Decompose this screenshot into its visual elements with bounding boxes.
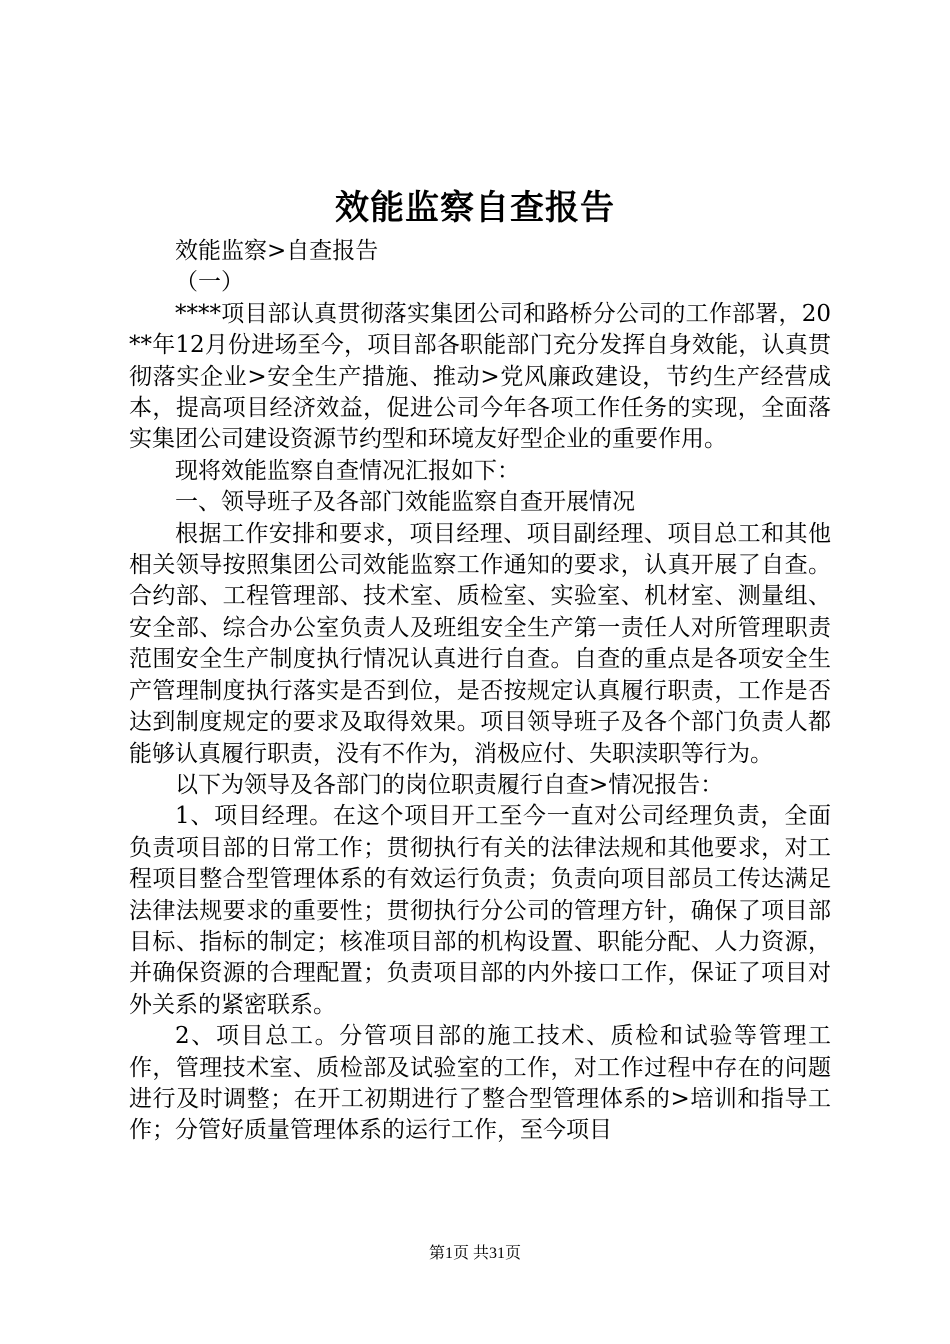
page-footer: 第1页 共31页 [428,1245,521,1262]
paragraph-duty-lead: 以下为领导及各部门的岗位职责履行自查>情况报告： [175,771,724,798]
document-title: 效能监察自查报告 [335,188,615,228]
paragraph-self-check: 根据工作安排和要求，项目经理、项目副经理、项目总工和其他相关领导按照集团公司效能监察工作通知的要求，认真开展了自查。合约部、工程管理部、技术室、质检室、实验室、机材室、测量组、安全部、综合办公室负责人及班组安全生产第一责任人对所管理职责范围安全生产制度执行情况认真进行自查。自查的重点是各项安全生产管理制度执行落实是否到位，是否按规定认真履行职责，工作是否达到制度规定的要求及取得效果。项目领导班子及各个部门负责人都能够认真履行职责，没有不作为，消极应付、失职渎职等行为。 [129,520,831,767]
document-body [129,236,831,1147]
paragraph-chief-engineer: 2、项目总工。分管项目部的施工技术、质检和试验等管理工作，管理技术室、质检部及试验室的工作，对工作过程中存在的问题进行及时调整；在开工初期进行了整合型管理体系的>培训和指导工作；分管好质量管理体系的运行工作，至今项目 [129,1023,831,1144]
paragraph-section-marker: （一） [175,269,244,296]
paragraph-project-manager: 1、项目经理。在这个项目开工至今一直对公司经理负责，全面负责项目部的日常工作；贯彻执行有关的法律法规和其他要求，对工程项目整合型管理体系的有效运行负责；负责向项目部员工传达满足法律法规要求的重要性；贯彻执行分公司的管理方针，确保了项目部目标、指标的制定；核准项目部的机构设置、职能分配、人力资源，并确保资源的合理配置；负责项目部的内外接口工作，保证了项目对外关系的紧密联系。 [129,803,831,1018]
paragraph-intro: ****项目部认真贯彻落实集团公司和路桥分公司的工作部署，20**年12月份进场至今，项目部各职能部门充分发挥自身效能，认真贯彻落实企业>安全生产措施、推动>党风廉政建设，节约生产经营成本，提高项目经济效益，促进公司今年各项工作任务的实现，全面落实集团公司建设资源节约型和环境友好型企业的重要作用。 [129,300,831,453]
paragraph-heading-one: 一、领导班子及各部门效能监察自查开展情况 [175,489,635,516]
paragraph-report-lead: 现将效能监察自查情况汇报如下： [175,457,520,484]
paragraph-subtitle: 效能监察>自查报告 [175,238,379,264]
